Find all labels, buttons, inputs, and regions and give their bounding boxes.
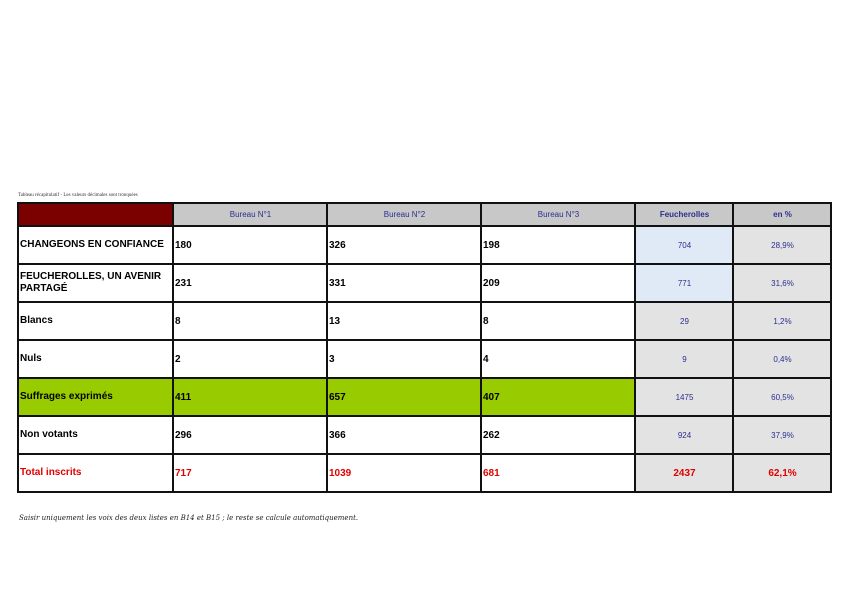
cell-total: 704 xyxy=(635,226,733,264)
header-percent: en % xyxy=(733,203,831,226)
cell-bureau-2: 366 xyxy=(327,416,481,454)
table-caption: Tableau récapitulatif - Les valeurs décimales sont tronquées xyxy=(18,193,138,198)
cell-bureau-1: 411 xyxy=(173,378,327,416)
cell-bureau-3: 198 xyxy=(481,226,635,264)
row-label: Non votants xyxy=(18,416,173,454)
row-label: CHANGEONS EN CONFIANCE xyxy=(18,226,173,264)
results-table xyxy=(17,202,832,493)
cell-bureau-1: 2 xyxy=(173,340,327,378)
footnote: Saisir uniquement les voix des deux listes en B14 et B15 ; le reste se calcule automatiquement. xyxy=(19,514,359,522)
cell-bureau-2: 331 xyxy=(327,264,481,302)
cell-percent: 62,1% xyxy=(733,454,831,492)
cell-percent: 37,9% xyxy=(733,416,831,454)
header-bureau-2: Bureau N°2 xyxy=(327,203,481,226)
cell-total: 1475 xyxy=(635,378,733,416)
cell-bureau-2: 657 xyxy=(327,378,481,416)
cell-percent: 28,9% xyxy=(733,226,831,264)
row-label: Suffrages exprimés xyxy=(18,378,173,416)
header-bureau-3: Bureau N°3 xyxy=(481,203,635,226)
table-row-suffrages xyxy=(18,378,831,416)
cell-bureau-1: 180 xyxy=(173,226,327,264)
table-row xyxy=(18,340,831,378)
header-total: Feucherolles xyxy=(635,203,733,226)
table-row xyxy=(18,226,831,264)
cell-bureau-3: 8 xyxy=(481,302,635,340)
cell-bureau-2: 1039 xyxy=(327,454,481,492)
cell-percent: 31,6% xyxy=(733,264,831,302)
cell-bureau-3: 209 xyxy=(481,264,635,302)
cell-percent: 1,2% xyxy=(733,302,831,340)
row-label: Nuls xyxy=(18,340,173,378)
cell-bureau-3: 407 xyxy=(481,378,635,416)
cell-bureau-2: 3 xyxy=(327,340,481,378)
header-row xyxy=(18,203,831,226)
cell-bureau-3: 4 xyxy=(481,340,635,378)
cell-bureau-2: 13 xyxy=(327,302,481,340)
cell-bureau-2: 326 xyxy=(327,226,481,264)
row-label: FEUCHEROLLES, UN AVENIR PARTAGÉ xyxy=(18,264,173,302)
cell-percent: 60,5% xyxy=(733,378,831,416)
cell-total: 2437 xyxy=(635,454,733,492)
cell-bureau-1: 8 xyxy=(173,302,327,340)
cell-total: 9 xyxy=(635,340,733,378)
cell-bureau-3: 681 xyxy=(481,454,635,492)
table-row xyxy=(18,264,831,302)
header-bureau-1: Bureau N°1 xyxy=(173,203,327,226)
cell-bureau-1: 717 xyxy=(173,454,327,492)
table-row xyxy=(18,302,831,340)
cell-percent: 0,4% xyxy=(733,340,831,378)
cell-bureau-1: 231 xyxy=(173,264,327,302)
cell-bureau-1: 296 xyxy=(173,416,327,454)
cell-bureau-3: 262 xyxy=(481,416,635,454)
table-row-total-inscrits xyxy=(18,454,831,492)
row-label: Blancs xyxy=(18,302,173,340)
table-row xyxy=(18,416,831,454)
cell-total: 924 xyxy=(635,416,733,454)
row-label: Total inscrits xyxy=(18,454,173,492)
header-corner-cell xyxy=(18,203,173,226)
cell-total: 771 xyxy=(635,264,733,302)
cell-total: 29 xyxy=(635,302,733,340)
